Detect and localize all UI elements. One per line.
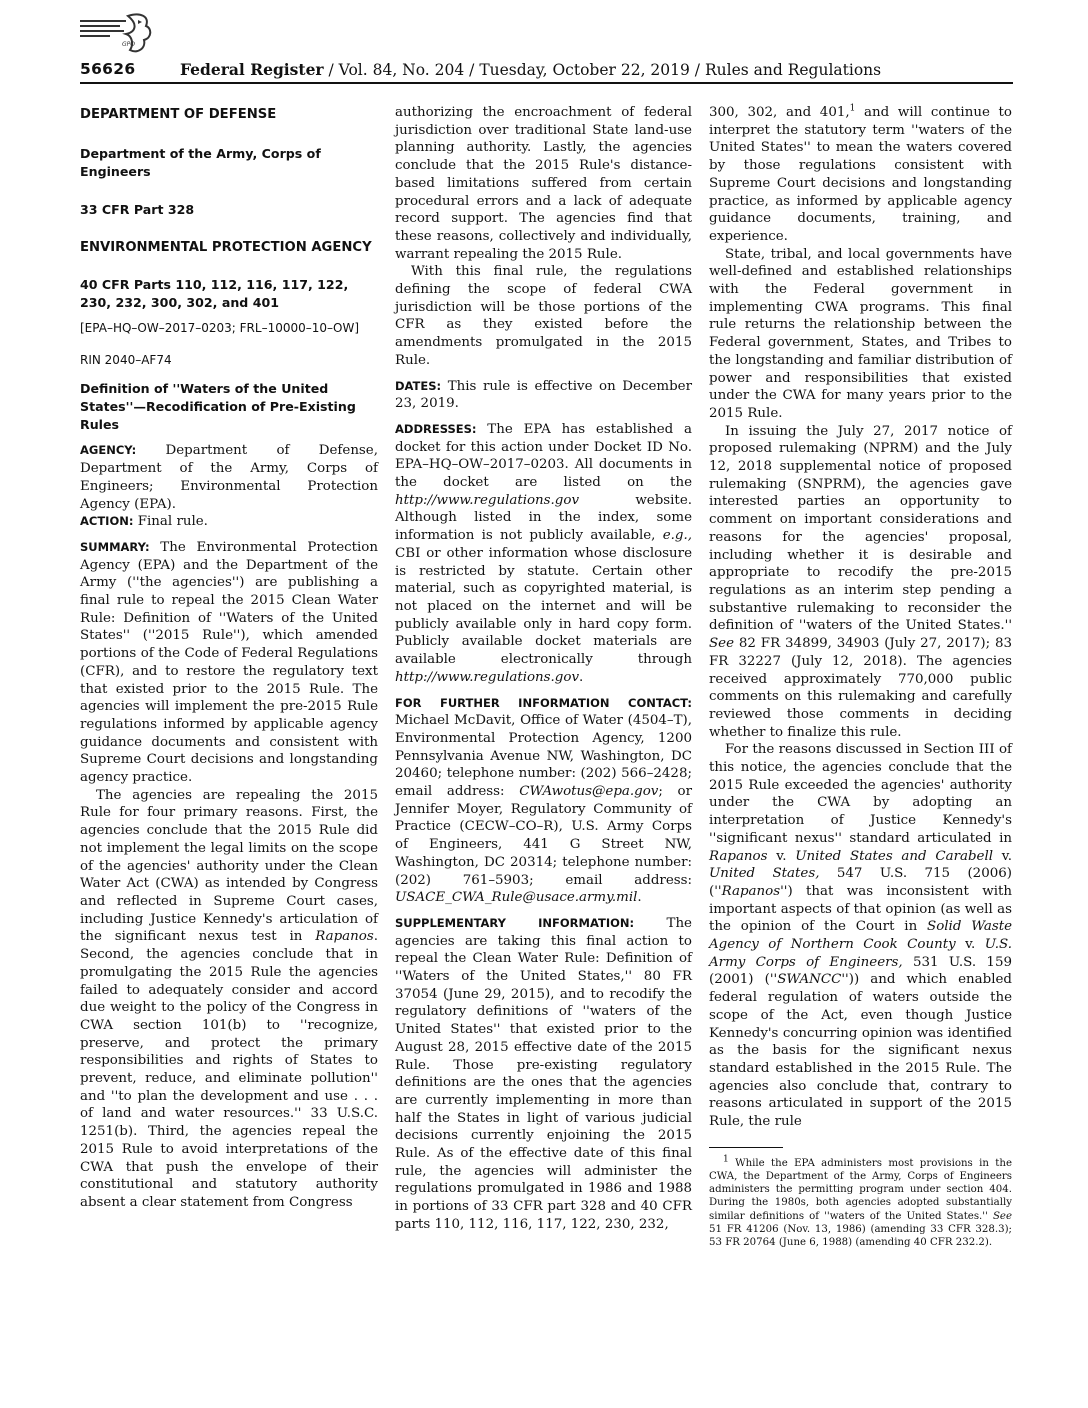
- summary-paragraph: [80, 539, 378, 787]
- italic-text: e.g.,: [662, 528, 692, 544]
- text-span: While the EPA administers most provisions in the CWA, the Department of the Army, Corps of Engineers administers the permitting program under section 404. During the 1980s, both agencies adopted substantially similar definitions of ''waters of the United States.'': [709, 1157, 1012, 1222]
- summary-label: SUMMARY:: [80, 539, 150, 554]
- case-name: Rapanos: [709, 848, 768, 864]
- footnote: [709, 1154, 1012, 1249]
- army-heading: Department of the Army, Corps of Engineers: [80, 145, 321, 179]
- dates-label: DATES:: [395, 378, 442, 393]
- paragraph: [709, 104, 1012, 246]
- text-span: website. Although listed in the index, some information is not publicly available,: [395, 492, 692, 544]
- italic-text: See: [709, 636, 735, 652]
- docket-number: [EPA–HQ–OW–2017–0203; FRL–10000–10–OW]: [80, 321, 360, 336]
- summary-paragraph-2: [80, 787, 378, 1212]
- addresses-label: ADDRESSES:: [395, 421, 477, 436]
- case-name: SWANCC: [777, 972, 842, 988]
- paragraph: [709, 423, 1012, 742]
- action-paragraph: [80, 513, 378, 531]
- svg-text:GPO: GPO: [122, 41, 135, 48]
- running-header: [180, 60, 881, 79]
- column-3: [709, 104, 1012, 1249]
- case-name: United States,: [709, 866, 820, 882]
- email-link[interactable]: CWAwotus@epa.gov: [519, 784, 659, 800]
- addresses-paragraph: [395, 421, 692, 687]
- regulations-link[interactable]: http://www.regulations.gov: [395, 492, 580, 508]
- text-span: v.: [955, 937, 985, 953]
- dates-paragraph: [395, 378, 692, 413]
- action-label: ACTION:: [80, 514, 134, 529]
- rin-number: RIN 2040–AF74: [80, 352, 172, 367]
- text-span: 547 U.S. 715 (2006) ('': [709, 866, 1012, 899]
- case-name: Solid Waste Agency of Northern Cook County: [709, 919, 1013, 953]
- paragraph: authorizing the encroachment of federal jurisdiction over traditional State land-use planning authority. Lastly, the agencies conclude that the 2015 Rule's distance-based limitations suffered from certain procedural errors and a lack of adequate record support. The agencies find that these reasons, collectively and individually, warrant repealing the 2015 Rule.: [395, 105, 692, 262]
- text-span: CBI or other information whose disclosure is restricted by statute. Certain other material, such as copyrighted material, is not placed on the internet and will be publicly available only in hard copy form. Publicly available docket materials are available electronically through: [395, 545, 692, 668]
- agency-text: Department of Defense, Department of the Army, Corps of Engineers; Environmental Protection Agency (EPA).: [80, 443, 378, 512]
- supplementary-label: SUPPLEMENTARY INFORMATION:: [395, 915, 635, 930]
- case-name: Rapanos: [315, 929, 374, 945]
- text-span: The agencies are repealing the 2015 Rule for four primary reasons. First, the agencies conclude that the 2015 Rule did not implement the legal limits on the scope of the agencies' authority under the Clean Water Act (CWA) as intended by Congress and reflected in Supreme Court cases, including Justice Kennedy's articulation of the significant nexus test in: [80, 787, 378, 945]
- summary-text: The Environmental Protection Agency (EPA) and the Department of the Army (''the agencies'') are publishing a final rule to repeal the 2015 Clean Water Rule: Definition of ''Waters of the United States'' (''2015 Rule''), which amended portions of the Code of Federal Regulations (CFR), and to restore the regulatory text that existed prior to the 2015 Rule. The agencies will implement the pre-2015 Rule regulations informed by applicable agency guidance documents and consistent with Supreme Court decisions and longstanding agency practice.: [80, 539, 378, 786]
- case-name: U.S. Army Corps of Engineers,: [709, 937, 1012, 970]
- text-span: v.: [993, 848, 1012, 864]
- email-link[interactable]: USACE_CWA_Rule@usace.army.mil: [395, 890, 638, 906]
- gpo-eagle-icon: [80, 10, 158, 60]
- page-number: 56626: [80, 60, 136, 78]
- case-name: Rapanos: [721, 883, 781, 899]
- footnote-ref[interactable]: 1: [849, 103, 856, 114]
- publication-name: Federal Register: [180, 60, 324, 79]
- cfr-33-heading: 33 CFR Part 328: [80, 201, 195, 217]
- text-span: v.: [767, 848, 796, 864]
- department-heading: DEPARTMENT OF DEFENSE: [80, 107, 277, 122]
- contact-paragraph: [395, 695, 692, 907]
- supplementary-paragraph: [395, 915, 692, 1234]
- agency-paragraph: [80, 442, 378, 513]
- text-span: and will continue to interpret the statutory term ''waters of the United States'' to mean the waters covered by those regulations consistent with Supreme Court decisions and longstanding practice, as informed by applicable agency guidance documents, training, and experience.: [709, 105, 1012, 244]
- header-rule: [80, 82, 1013, 84]
- footnote-number: 1: [723, 1154, 729, 1165]
- issue-info: / Vol. 84, No. 204 / Tuesday, October 22, 2019 / Rules and Regulations: [323, 61, 882, 79]
- supplementary-text: The agencies are taking this final action to repeal the Clean Water Rule: Definition of ''Waters of the United States,'' 80 FR 37054 (June 29, 2015), and to recodify the regulatory definitions of ''waters of the United States'' that existed prior to the August 28, 2015 effective date of the 2015 Rule. Those pre-existing regulatory definitions are the ones that the agencies are currently implementing in more than half the States in light of various judicial decisions currently enjoining the 2015 Rule. As of the effective date of this final rule, the agencies will administer the regulations promulgated in 1986 and 1988 in portions of 33 CFR part 328 and 40 CFR parts 110, 112, 116, 117, 122, 230, 232,: [395, 915, 692, 1232]
- action-text: Final rule.: [133, 514, 208, 530]
- text-span: In issuing the July 27, 2017 notice of proposed rulemaking (NPRM) and the July 12, 2018 supplemental notice of proposed rulemaking (SNPRM), the agencies gave interested parties an opportunity to comment on important considerations and reasons for the agencies' proposal, including whether it is desirable and appropriate to recodify the pre-2015 regulations as an interim step pending a substantive rulemaking to reconsider the definition of ''waters of the United States.'': [709, 423, 1012, 634]
- gpo-logo: [80, 10, 158, 60]
- paragraph: State, tribal, and local governments have well-defined and established relationships with the Federal government in implementing CWA programs. This final rule returns the relationship between the Federal government, States, and Tribes to the longstanding and familiar distribution of power and responsibilities that existed under the CWA for many years prior to the 2015 Rule.: [709, 246, 1012, 421]
- cfr-40-heading: 40 CFR Parts 110, 112, 116, 117, 122, 230, 232, 300, 302, and 401: [80, 277, 349, 311]
- dates-text: This rule is effective on December 23, 2019.: [395, 378, 692, 412]
- regulations-link[interactable]: http://www.regulations.gov: [395, 669, 580, 685]
- text-span: The EPA has established a docket for this action under Docket ID No. EPA–HQ–OW–2017–0203. All documents in the docket are listed on the: [395, 421, 692, 491]
- text-span: '')) and which enabled federal regulation of waters outside the scope of the Act, even though Justice Kennedy's concurring opinion was identified as the basis for the significant nexus standard established in the 2015 Rule. The agencies also conclude that, contrary to reasons articulated in support of the 2015 Rule, the rule: [709, 972, 1012, 1130]
- text-span: 531 U.S. 159 (2001) ('': [709, 954, 1012, 988]
- text-span: Michael McDavit, Office of Water (4504–T), Environmental Protection Agency, 1200 Pennsylvania Avenue NW, Washington, DC 20460; telephone number: (202) 566–2428; email address:: [395, 713, 692, 800]
- column-1: [80, 104, 378, 1212]
- text-span: .: [579, 669, 584, 685]
- text-span: '') that was inconsistent with important aspects of that opinion (as well as the opinion of the Court in: [709, 883, 1012, 935]
- case-name: United States and Carabell: [795, 848, 994, 864]
- text-span: ; or Jennifer Moyer, Regulatory Community of Practice (CECW–CO–R), U.S. Army Corps of Engineers, 441 G Street NW, Washington, DC 20314; telephone number: (202) 761–5903; email address:: [395, 784, 692, 888]
- text-span: .: [637, 890, 642, 906]
- footnote-rule: [709, 1147, 783, 1148]
- text-span: 82 FR 34899, 34903 (July 27, 2017); 83 FR 32227 (July 12, 2018). The agencies received approximately 770,000 public comments on this rulemaking and carefully reviewed those comments in deciding whether to finalize this rule.: [709, 636, 1012, 740]
- rule-title: Definition of ''Waters of the United States''—Recodification of Pre-Existing Rules: [80, 381, 356, 433]
- paragraph: With this final rule, the regulations defining the scope of federal CWA jurisdiction will be those portions of the CFR as they existed before the amendments promulgated in the 2015 Rule.: [395, 264, 692, 368]
- epa-heading: ENVIRONMENTAL PROTECTION AGENCY: [80, 239, 372, 255]
- agency-label: AGENCY:: [80, 443, 137, 458]
- paragraph: [709, 741, 1012, 1130]
- column-2: [395, 104, 692, 1234]
- contact-label: FOR FURTHER INFORMATION CONTACT:: [395, 695, 692, 710]
- text-span: For the reasons discussed in Section III of this notice, the agencies conclude that the 2015 Rule exceeded the agencies' authority under the CWA by adopting an interpretation of Justice Kennedy's ''significant nexus'' standard articulated in: [709, 742, 1012, 846]
- italic-text: See: [992, 1210, 1012, 1222]
- text-span: 51 FR 41206 (Nov. 13, 1986) (amending 33 CFR 328.3); 53 FR 20764 (June 6, 1988) (amending 40 CFR 232.2).: [709, 1223, 1012, 1248]
- text-span: 300, 302, and 401,: [709, 105, 850, 120]
- text-span: . Second, the agencies conclude that in promulgating the 2015 Rule the agencies failed to adequately consider and accord due weight to the policy of the Congress in CWA section 101(b) to ''recognize, preserve, and protect the primary responsibilities and rights of States to prevent, reduce, and eliminate pollution'' and ''to plan the development and use . . . of land and water resources.'' 33 U.S.C. 1251(b). Third, the agencies repeal the 2015 Rule to avoid interpretations of the CWA that push the envelope of their constitutional and statutory authority absent a clear statement from Congress: [80, 929, 378, 1210]
